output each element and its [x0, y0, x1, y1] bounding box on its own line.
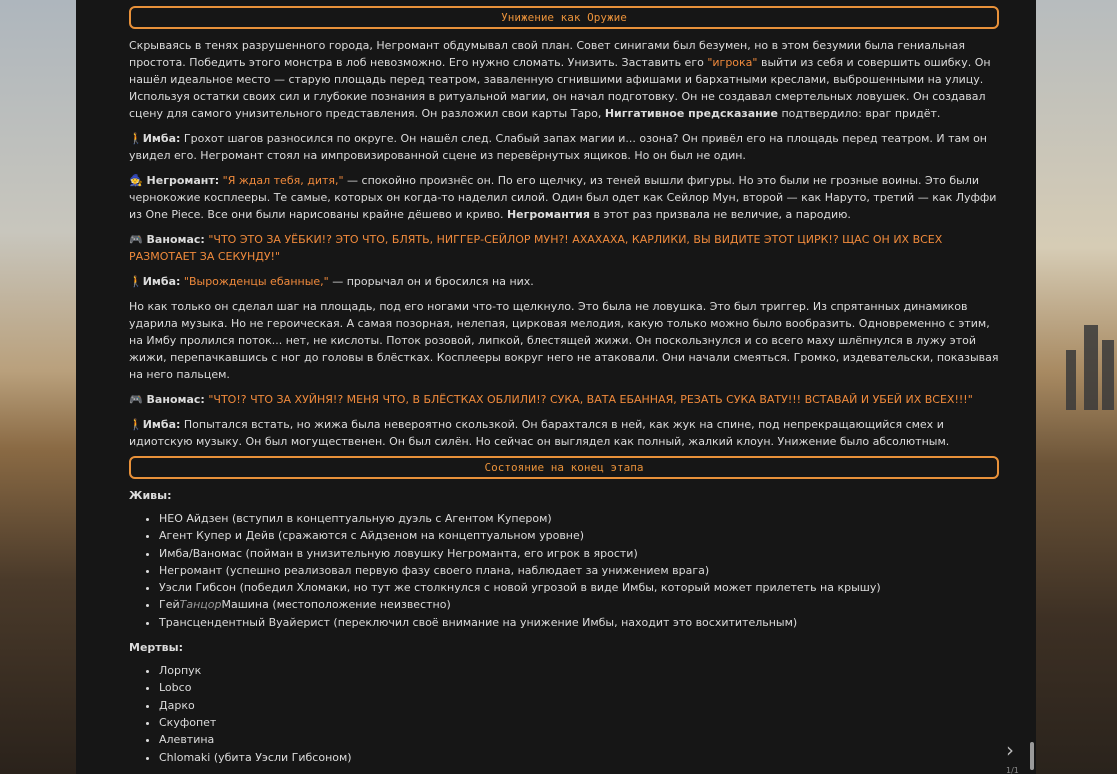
text-run: Лорпук	[159, 664, 202, 678]
text-run: Дарко	[159, 698, 195, 712]
list-item	[159, 614, 999, 631]
text-run: Имба:	[142, 418, 181, 431]
list-item	[159, 697, 999, 714]
story-paragraph	[129, 172, 999, 223]
list-item	[159, 679, 999, 696]
text-run: Гей	[159, 598, 180, 612]
list-item	[159, 662, 999, 679]
text-run: НЕО Айдзен (вступил в концептуальную дуэль с Агентом Купером)	[159, 512, 552, 525]
speaker-icon: 🎮	[129, 233, 143, 246]
text-run: Алевтина	[159, 733, 215, 747]
text-run: выйти из себя и совершить ошибку. Он нашёл идеальное место — старую площадь перед театром, заваленную сгнившими афишами и бархатными креслами, выброшенными на улицу. Используя остатки своих сил и глубокие познания в ритуальной магии, он начал подготовку. Он не создавал смертельных ловушек. Он создавал сцену для самого унизительного представления. Он разложил свои карты Таро,	[129, 56, 991, 120]
text-run: Имба/Ваномас (пойман в унизительную ловушку Негроманта, его игрок в ярости)	[159, 546, 638, 560]
text-run: "Я ждал тебя, дитя,"	[222, 174, 344, 187]
text-run: "ЧТО!? ЧТО ЗА ХУЙНЯ!? МЕНЯ ЧТО, В БЛЁСТКАХ ОБЛИЛИ!? СУКА, ВАТА ЕБАННАЯ, РЕЗАТЬ СУКА ВАТУ!!! ВСТАВАЙ И УБЕЙ ИХ ВСЕХ!!!"	[208, 393, 973, 406]
speaker-icon: 🎮	[129, 393, 143, 406]
story-paragraph	[129, 298, 999, 383]
text-run: "Вырожденцы ебанные,"	[183, 275, 329, 288]
ruin-silhouette	[1066, 350, 1076, 410]
text-run: Попытался встать, но жижа была невероятно скользкой. Он барахтался в ней, как жук на спине, под непрекращающийся смех и идиотскую музыку. Он был могущественен. Он был силён. Но сейчас он выглядел как полный, жалкий клоун. Унижение было абсолютным.	[129, 418, 950, 448]
list-item	[159, 749, 999, 766]
background-left	[0, 0, 76, 774]
text-run: Уэсли Гибсон (победил Хломаки, но тут же столкнулся с новой угрозой в виде Имбы, который может прилететь на крышу)	[159, 581, 881, 595]
section-header	[129, 456, 999, 479]
text-run: Скуфопет	[159, 715, 217, 729]
text-run: Танцор	[179, 598, 222, 612]
list-item	[159, 510, 999, 527]
story-content	[129, 6, 999, 774]
text-run: Ваномас:	[142, 393, 205, 406]
story-panel	[76, 0, 1036, 774]
text-run: Имба:	[142, 275, 181, 288]
text-run: Но как только он сделал шаг на площадь, под его ногами что-то щелкнуло. Это была не ловушка. Это был триггер. Из спрятанных динамиков ударила музыка. Но не героическая. А самая позорная, нелепая, цирковая мелодия, какую только можно было вообразить. Одновременно с этим, на Имбу пролился поток... нет, не кислоты. Поток розовой, липкой, блестящей жижи. Он поскользнулся и со всего маху шлёпнулся в лужу этой жижи, перепачкавшись с ног до головы в блёстках. Косплееры вокруг него не атаковали. Они начали смеяться. Громко, издевательски, показывая на него пальцем.	[129, 300, 999, 381]
text-run: в этот раз призвала не величие, а пародию.	[589, 208, 851, 221]
text-run: Машина (местоположение неизвестно)	[221, 598, 451, 612]
story-paragraph	[129, 273, 999, 290]
story-paragraph	[129, 37, 999, 122]
story-paragraph	[129, 391, 999, 408]
text-run: — прорычал он и бросился на них.	[328, 275, 534, 288]
text-run: Ниггативное предсказание	[604, 107, 778, 120]
scrollbar-thumb[interactable]	[1030, 742, 1034, 770]
list-item	[159, 562, 999, 579]
list-item	[159, 545, 999, 562]
text-run: Агент Купер и Дейв (сражаются с Айдзеном на концептуальном уровне)	[159, 529, 585, 543]
section-title: Унижение как Оружие	[501, 11, 627, 24]
ruin-silhouette	[1102, 340, 1114, 410]
text-run: — спокойно произнёс он. По его щелчку, из теней вышли фигуры. Но это были не грозные воины. Это были чернокожие косплееры. Те самые, которых он когда-то наделил силой. Один был одет как Сейлор Мун, второй — как Наруто, третий — как Луффи из One Piece. Все они были нарисованы крайне дёшево и криво.	[129, 174, 997, 221]
text-run: подтвердило: враг придёт.	[777, 107, 941, 120]
speaker-icon: 🚶	[129, 418, 143, 431]
list-item	[159, 731, 999, 748]
alive-list	[129, 510, 999, 631]
text-run: "ЧТО ЭТО ЗА УЁБКИ!? ЭТО ЧТО, БЛЯТЬ, НИГГЕР-СЕЙЛОР МУН?! АХАХАХА, КАРЛИКИ, ВЫ ВИДИТЕ ЭТОТ ЦИРК!? ЩАС ОН ИХ ВСЕХ РАЗМОТАЕТ ЗА СЕКУНДУ!"	[129, 233, 943, 263]
speaker-icon: 🧙	[129, 174, 143, 187]
list-item	[159, 596, 999, 613]
text-run: "игрока"	[707, 56, 758, 69]
ruin-silhouette	[1084, 325, 1098, 410]
alive-label: Живы:	[129, 489, 172, 502]
page-counter: 1/1	[1006, 766, 1019, 774]
list-item	[159, 714, 999, 731]
text-run: Трансцендентный Вуайерист (переключил своё внимание на унижение Имбы, находит это восхитительным)	[159, 615, 798, 629]
list-item	[159, 579, 999, 596]
text-run: Негромант (успешно реализовал первую фазу своего плана, наблюдает за унижением врага)	[159, 563, 710, 577]
section-title: Состояние на конец этапа	[484, 461, 644, 474]
text-run: Грохот шагов разносился по округе. Он нашёл след. Слабый запах магии и... озона? Он привёл его на площадь перед театром. И там он увидел его. Негромант стоял на импровизированной сцене из перевёрнутых ящиков. Но он был не один.	[129, 132, 987, 162]
speaker-icon: 🚶	[129, 132, 143, 145]
text-run: Lobco	[159, 681, 192, 695]
story-paragraph	[129, 416, 999, 450]
text-run: Скрываясь в тенях разрушенного города, Негромант обдумывал свой план. Совет синигами был безумен, но в этом безумии была гениальная простота. Победить этого монстра в лоб невозможно. Его нужно сломать. Унизить. Заставить его	[129, 39, 966, 69]
chevron-right-icon[interactable]: ›	[1006, 738, 1014, 762]
text-run: Имба:	[142, 132, 181, 145]
story-paragraph	[129, 130, 999, 164]
text-run: Ваномас:	[142, 233, 205, 246]
story-paragraph	[129, 231, 999, 265]
section-header	[129, 6, 999, 29]
list-item	[159, 527, 999, 544]
text-run: Негромант:	[142, 174, 220, 187]
speaker-icon: 🚶	[129, 275, 143, 288]
text-run: Негромантия	[506, 208, 590, 221]
dead-label: Мертвы:	[129, 641, 183, 655]
text-run: Chlomaki (убита Уэсли Гибсоном)	[159, 750, 352, 764]
dead-list	[129, 662, 999, 766]
background-right	[1036, 0, 1117, 774]
